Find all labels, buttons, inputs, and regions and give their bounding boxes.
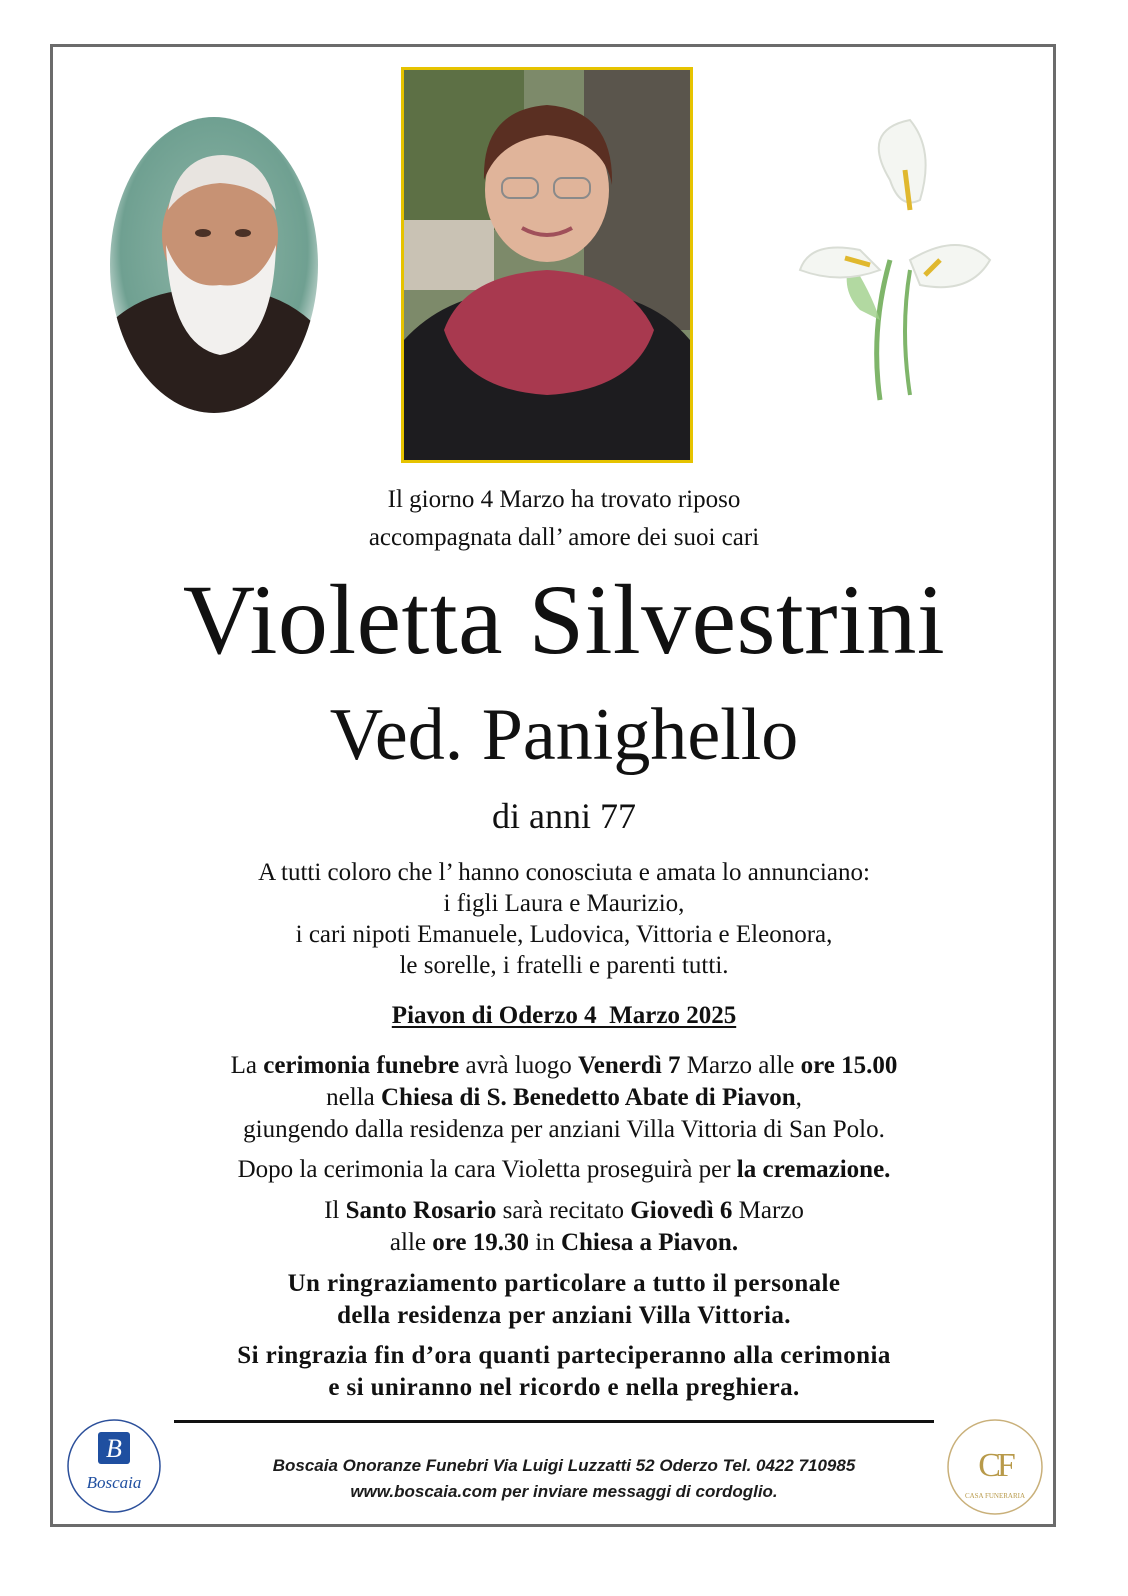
text: avrà luogo (459, 1052, 578, 1079)
ceremony-line (0, 1082, 1128, 1114)
ceremony-info (0, 1050, 1128, 1146)
deceased-age: di anni 77 (492, 796, 636, 836)
married-name: Ved. Panighello (329, 694, 799, 776)
deceased-photo-image (404, 70, 690, 460)
announcement-line: i cari nipoti Emanuele, Ludovica, Vittoria e Eleonora, (295, 921, 833, 948)
saint-portrait-image (108, 115, 320, 415)
thanks-staff (0, 1268, 1128, 1332)
text: in (529, 1229, 561, 1256)
announcement-line: i figli Laura e Maurizio, (443, 890, 685, 917)
text: Il (324, 1197, 346, 1224)
casa-funeraria-logo-text: CASA FUNERARIA (964, 1492, 1026, 1500)
text: La (230, 1052, 264, 1079)
announcement (0, 857, 1128, 981)
footer-website-line: www.boscaia.com per inviare messaggi di cordoglio. (350, 1482, 778, 1501)
text-bold: Santo Rosario (345, 1197, 497, 1224)
text-bold: ore 15.00 (800, 1052, 898, 1079)
announcement-line: A tutti coloro che l’ hanno conosciuta e amata lo annunciano: (258, 859, 870, 886)
text-bold: Chiesa di S. Benedetto Abate di Piavon (380, 1084, 796, 1111)
place-date-text: Piavon di Oderzo 4 Marzo 2025 (391, 1002, 737, 1029)
deceased-photo (401, 67, 693, 463)
rosary-line (0, 1227, 1128, 1259)
text: Dopo la cerimonia la cara Violetta proseguirà per (237, 1156, 737, 1183)
text-bold: la cremazione. (736, 1156, 891, 1183)
deceased-name: Violetta Silvestrini (182, 564, 946, 675)
rosary-line (0, 1195, 1128, 1227)
place-date (0, 999, 1128, 1033)
boscaia-logo-text: Boscaia (86, 1473, 142, 1492)
text: Marzo alle (680, 1052, 801, 1079)
text: alle (389, 1229, 433, 1256)
thanks-participants (0, 1340, 1128, 1404)
thanks-line: Un ringraziamento particolare a tutto il personale (287, 1270, 841, 1297)
casa-funeraria-logo-letters: CF (978, 1447, 1012, 1484)
text: sarà recitato (496, 1197, 631, 1224)
cremation-info (0, 1154, 1128, 1186)
intro-text (0, 481, 1128, 557)
text-bold: cerimonia funebre (263, 1052, 460, 1079)
text-bold: Giovedì 6 (630, 1197, 733, 1224)
thanks-line: della residenza per anziani Villa Vittoria. (337, 1302, 791, 1329)
text-bold: ore 19.30 (432, 1229, 530, 1256)
thanks-line: Si ringrazia fin d’ora quanti parteciperanno alla cerimonia (237, 1342, 891, 1369)
ceremony-line (0, 1050, 1128, 1082)
casa-funeraria-logo (946, 1418, 1044, 1516)
intro-line: Il giorno 4 Marzo ha trovato riposo (387, 486, 741, 513)
text: , (795, 1084, 802, 1111)
text: nella (326, 1084, 381, 1111)
text-bold: Chiesa a Piavon. (560, 1229, 739, 1256)
thanks-line: e si uniranno nel ricordo e nella preghiera. (328, 1374, 800, 1401)
text: Marzo (732, 1197, 804, 1224)
rosary-info (0, 1195, 1128, 1259)
footer-divider (174, 1420, 934, 1423)
ceremony-line: giungendo dalla residenza per anziani Villa Vittoria di San Polo. (243, 1116, 885, 1143)
text-bold: Venerdì 7 (577, 1052, 681, 1079)
announcement-line: le sorelle, i fratelli e parenti tutti. (399, 952, 729, 979)
boscaia-logo-letter: B (106, 1434, 122, 1463)
footer-line: Boscaia Onoranze Funebri Via Luigi Luzzatti 52 Oderzo Tel. 0422 710985 (272, 1456, 856, 1475)
lily-flower-image (760, 110, 1010, 410)
intro-line: accompagnata dall’ amore dei suoi cari (368, 524, 760, 551)
